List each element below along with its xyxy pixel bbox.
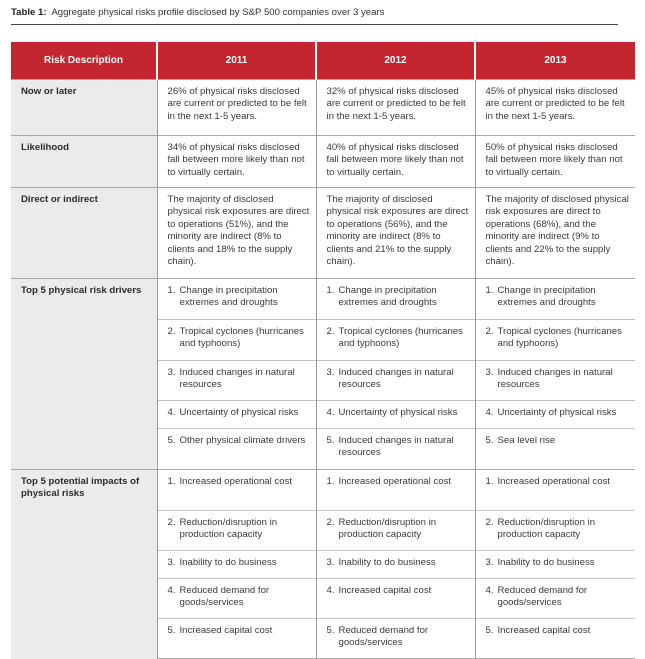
row-label-impacts: Top 5 potential impacts of physical risks <box>11 470 157 659</box>
list-item: 2. Tropical cyclones (hurricanes and typhoons) <box>157 320 316 361</box>
table-row-impact-1 <box>11 470 635 511</box>
row-label: Now or later <box>11 80 157 136</box>
cell-2011: 26% of physical risks disclosed are current or predicted to be felt in the next 1-5 years. <box>157 80 316 136</box>
table-row-likelihood <box>11 136 635 188</box>
list-item: 5. Induced changes in natural resources <box>316 429 475 470</box>
cell-2012: The majority of disclosed physical risk exposures are direct to operations (56%), and the minority are indirect (8% to clients and 21% to the supply chain). <box>316 188 475 279</box>
caption-text: Aggregate physical risks profile disclosed by S&P 500 companies over 3 years <box>51 7 385 18</box>
list-item: 4. Reduced demand for goods/services <box>475 579 635 619</box>
header-2012: 2012 <box>316 42 475 80</box>
list-item: 4. Uncertainty of physical risks <box>316 401 475 429</box>
cell-2011: 34% of physical risks disclosed fall between more likely than not to virtually certain. <box>157 136 316 188</box>
list-item: 3. Induced changes in natural resources <box>157 361 316 401</box>
list-item: 2. Tropical cyclones (hurricanes and typhoons) <box>475 320 635 361</box>
list-item: 3. Inability to do business <box>316 551 475 579</box>
caption-divider <box>11 24 618 25</box>
list-item: 5. Increased capital cost <box>475 619 635 659</box>
row-label-drivers: Top 5 physical risk drivers <box>11 279 157 470</box>
cell-2011: The majority of disclosed physical risk exposures are direct to operations (51%), and the minority are indirect (8% to clients and 18% to the supply chain). <box>157 188 316 279</box>
list-item: 3. Induced changes in natural resources <box>475 361 635 401</box>
header-row <box>11 42 635 80</box>
cell-2012: 40% of physical risks disclosed fall between more likely than not to virtually certain. <box>316 136 475 188</box>
list-item: 2. Tropical cyclones (hurricanes and typhoons) <box>316 320 475 361</box>
row-label: Likelihood <box>11 136 157 188</box>
table-row-direct-or-indirect <box>11 188 635 279</box>
list-item: 5. Other physical climate drivers <box>157 429 316 470</box>
list-item: 2. Reduction/disruption in production capacity <box>157 511 316 551</box>
list-item: 1. Change in precipitation extremes and droughts <box>475 279 635 320</box>
list-item: 1. Increased operational cost <box>157 470 316 511</box>
list-item: 1. Increased operational cost <box>475 470 635 511</box>
list-item: 5. Increased capital cost <box>157 619 316 659</box>
table-row-now-or-later <box>11 80 635 136</box>
list-item: 1. Increased operational cost <box>316 470 475 511</box>
list-item: 4. Reduced demand for goods/services <box>157 579 316 619</box>
cell-2013: 50% of physical risks disclosed fall between more likely than not to virtually certain. <box>475 136 635 188</box>
list-item: 3. Inability to do business <box>475 551 635 579</box>
list-item: 2. Reduction/disruption in production capacity <box>316 511 475 551</box>
table-caption <box>11 7 384 18</box>
cell-2013: The majority of disclosed physical risk exposures are direct to operations (68%), and the minority are indirect (9% to clients and 22% to the supply chain). <box>475 188 635 279</box>
list-item: 3. Inability to do business <box>157 551 316 579</box>
list-item: 1. Change in precipitation extremes and droughts <box>316 279 475 320</box>
physical-risks-table <box>11 42 635 659</box>
caption-label: Table 1: <box>11 7 47 18</box>
list-item: 3. Induced changes in natural resources <box>316 361 475 401</box>
header-2013: 2013 <box>475 42 635 80</box>
cell-2013: 45% of physical risks disclosed are current or predicted to be felt in the next 1-5 years. <box>475 80 635 136</box>
table-row-driver-1 <box>11 279 635 320</box>
list-item: 5. Sea level rise <box>475 429 635 470</box>
list-item: 2. Reduction/disruption in production capacity <box>475 511 635 551</box>
list-item: 4. Uncertainty of physical risks <box>157 401 316 429</box>
header-risk-description: Risk Description <box>11 42 157 80</box>
list-item: 1. Change in precipitation extremes and droughts <box>157 279 316 320</box>
row-label: Direct or indirect <box>11 188 157 279</box>
header-2011: 2011 <box>157 42 316 80</box>
list-item: 5. Reduced demand for goods/services <box>316 619 475 659</box>
list-item: 4. Uncertainty of physical risks <box>475 401 635 429</box>
cell-2012: 32% of physical risks disclosed are current or predicted to be felt in the next 1-5 years. <box>316 80 475 136</box>
list-item: 4. Increased capital cost <box>316 579 475 619</box>
